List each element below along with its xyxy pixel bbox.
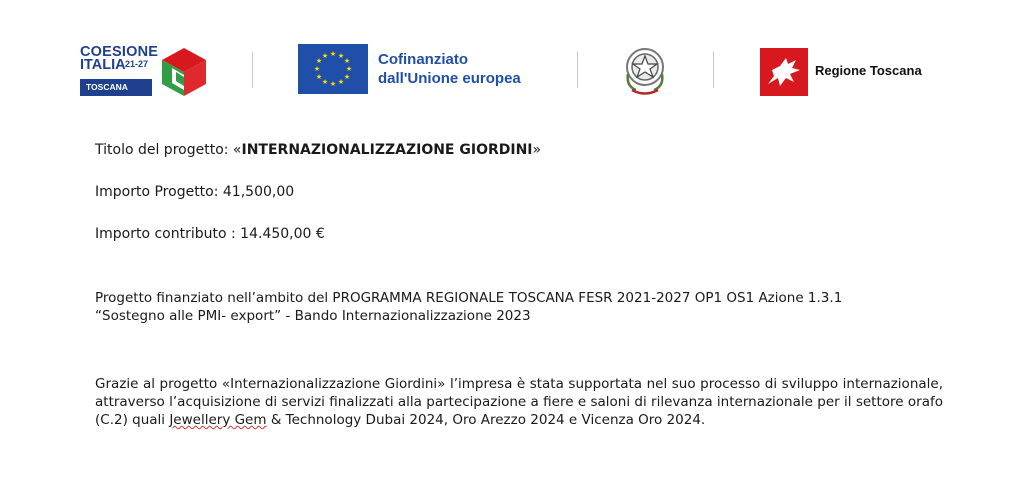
coesione-italia-logo [80,44,210,102]
coesione-cube-icon [160,46,208,98]
svg-text:★: ★ [329,50,337,58]
separator [713,52,714,88]
svg-text:★: ★ [313,65,321,73]
svg-text:★: ★ [329,80,337,88]
spellcheck-underlined-text: Jewellery Gem [169,412,267,428]
separator [252,52,253,88]
svg-text:★: ★ [315,73,323,81]
svg-text:★: ★ [337,78,345,86]
svg-text:★: ★ [321,78,329,86]
pegasus-icon [760,48,808,96]
toscana-tag: TOSCANA [80,79,152,96]
eu-flag-icon [298,44,368,94]
contribution-amount: Importo contributo : 14.450,00 € [95,226,325,242]
regione-toscana-text: Regione Toscana [815,63,922,78]
logo-bar [0,38,1024,108]
italian-republic-emblem-icon [622,40,668,103]
svg-text:★: ★ [321,52,329,60]
svg-text:★: ★ [345,65,353,73]
svg-text:★: ★ [337,52,345,60]
eu-text: Cofinanziato dall'Unione europea [378,51,521,87]
project-title: Titolo del progetto: «INTERNAZIONALIZZAZIONE GIORDINI» [95,142,542,158]
svg-text:★: ★ [343,73,351,81]
svg-text:★: ★ [343,57,351,65]
years-text: 21-27 [125,59,149,69]
italia-text: ITALIA [80,57,126,73]
project-amount: Importo Progetto: 41,500,00 [95,184,295,200]
funding-statement: Progetto finanziato nell’ambito del PROGRAMMA REGIONALE TOSCANA FESR 2021-2027 OP1 OS1 Azione 1.3.1 “Sostegno alle PMI- export” - Bando Internazionalizzazione 2023 [95,290,843,324]
project-title-value: INTERNAZIONALIZZAZIONE GIORDINI [241,142,533,158]
separator [577,52,578,88]
coesione-text: COESIONE [80,44,159,60]
project-description: Grazie al progetto «Internazionalizzazione Giordini» l’impresa è stata supportata nel suo processo di sviluppo internazionale, attraverso l’acquisizione di servizi finalizzati alla partecipazione a fiere e saloni di rilevanza internazionale per il settore orafo (C.2) quali Jewellery Gem & Technology Dubai 2024, Oro Arezzo 2024 e Vicenza Oro 2024. [95,376,943,428]
svg-text:★: ★ [315,57,323,65]
